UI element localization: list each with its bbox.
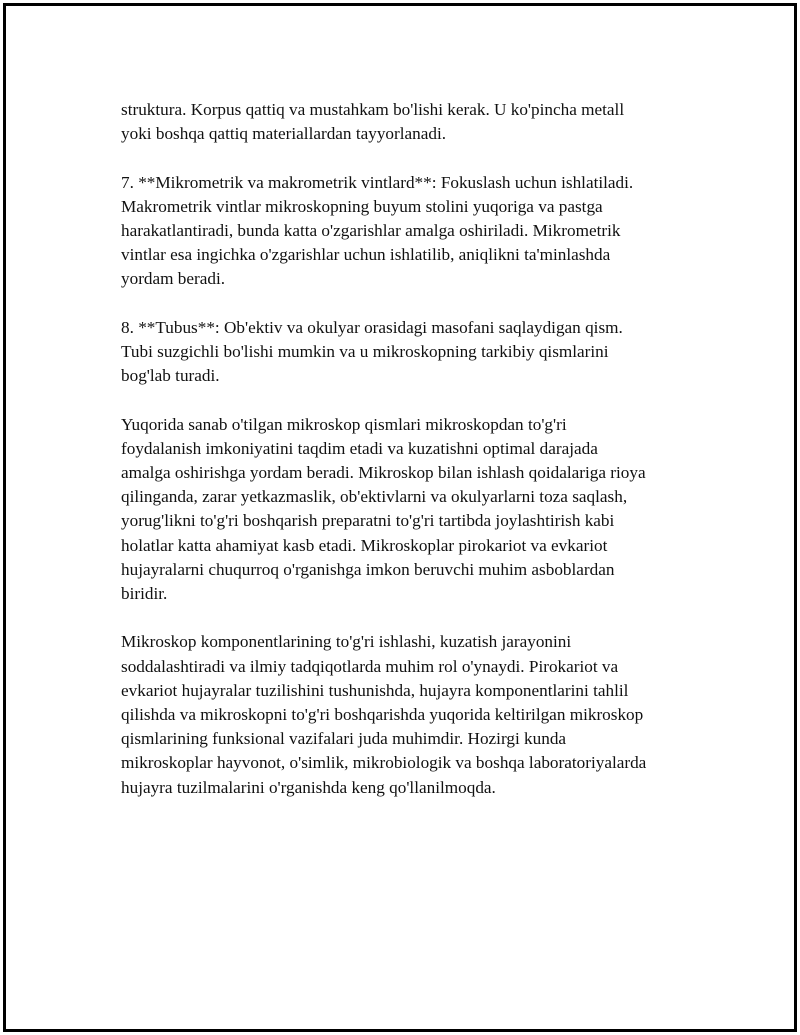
document-body — [121, 98, 721, 824]
text-line: Mikroskop komponentlarining to'g'ri ishlashi, kuzatish jarayonini — [121, 632, 572, 652]
text-line: qismlarining funksional vazifalari juda muhimdir. Hozirgi kunda — [121, 729, 567, 749]
text-line: hujayralarni chuqurroq o'rganishga imkon beruvchi muhim asboblardan — [121, 559, 615, 579]
text-line: biridir. — [121, 584, 168, 604]
text-line: Yuqorida sanab o'tilgan mikroskop qismlari mikroskopdan to'g'ri — [121, 414, 567, 434]
text-line: harakatlantiradi, bunda katta o'zgarishlar amalga oshiriladi. Mikrometrik — [121, 221, 621, 240]
text-line: foydalanish imkoniyatini taqdim etadi va kuzatishni optimal darajada — [121, 438, 598, 458]
paragraph-conclusion — [121, 630, 721, 799]
text-line: 7. **Mikrometrik va makrometrik vintlard**: Fokuslash uchun ishlatiladi. — [121, 172, 634, 192]
text-line: Tubi suzgichli bo'lishi mumkin va u mikroskopning tarkibiy qismlarini — [121, 342, 609, 361]
text-line: struktura. Korpus qattiq va mustahkam bo'lishi kerak. U ko'pincha metall — [121, 100, 625, 119]
text-line: bog'lab turadi. — [121, 366, 220, 386]
page-frame — [3, 3, 797, 1032]
text-line: qilinganda, zarar yetkazmaslik, ob'ektivlarni va okulyarlarni toza saqlash, — [121, 487, 628, 507]
paragraph-body-frame-continuation — [121, 98, 721, 146]
paragraph-item-7-vints — [121, 171, 721, 292]
text-line: vintlar esa ingichka o'zgarishlar uchun ishlatilib, aniqlikni ta'minlashda — [121, 245, 611, 265]
text-line: yordam beradi. — [121, 269, 226, 289]
paragraph-item-8-tubus — [121, 316, 721, 389]
text-line: soddalashtiradi va ilmiy tadqiqotlarda muhim rol o'ynaydi. Pirokariot va — [121, 656, 619, 676]
text-line: evkariot hujayralar tuzilishini tushunishda, hujayra komponentlarini tahlil — [121, 680, 629, 700]
text-line: amalga oshirishga yordam beradi. Mikroskop bilan ishlash qoidalariga rioya — [121, 463, 646, 482]
text-line: 8. **Tubus**: Ob'ektiv va okulyar orasidagi masofani saqlaydigan qism. — [121, 317, 623, 337]
text-line: holatlar katta ahamiyat kasb etadi. Mikroskoplar pirokariot va evkariot — [121, 535, 608, 555]
text-line: yorug'likni to'g'ri boshqarish preparatni to'g'ri tartibda joylashtirish kabi — [121, 511, 615, 531]
text-line: yoki boshqa qattiq materiallardan tayyorlanadi. — [121, 124, 447, 144]
text-line: Makrometrik vintlar mikroskopning buyum stolini yuqoriga va pastga — [121, 196, 603, 216]
text-line: mikroskoplar hayvonot, o'simlik, mikrobiologik va boshqa laboratoriyalarda — [121, 753, 647, 773]
text-line: hujayra tuzilmalarini o'rganishda keng qo'llanilmoqda. — [121, 777, 496, 797]
text-line: qilishda va mikroskopni to'g'ri boshqarishda yuqorida keltirilgan mikroskop — [121, 705, 644, 725]
paragraph-summary — [121, 413, 721, 607]
